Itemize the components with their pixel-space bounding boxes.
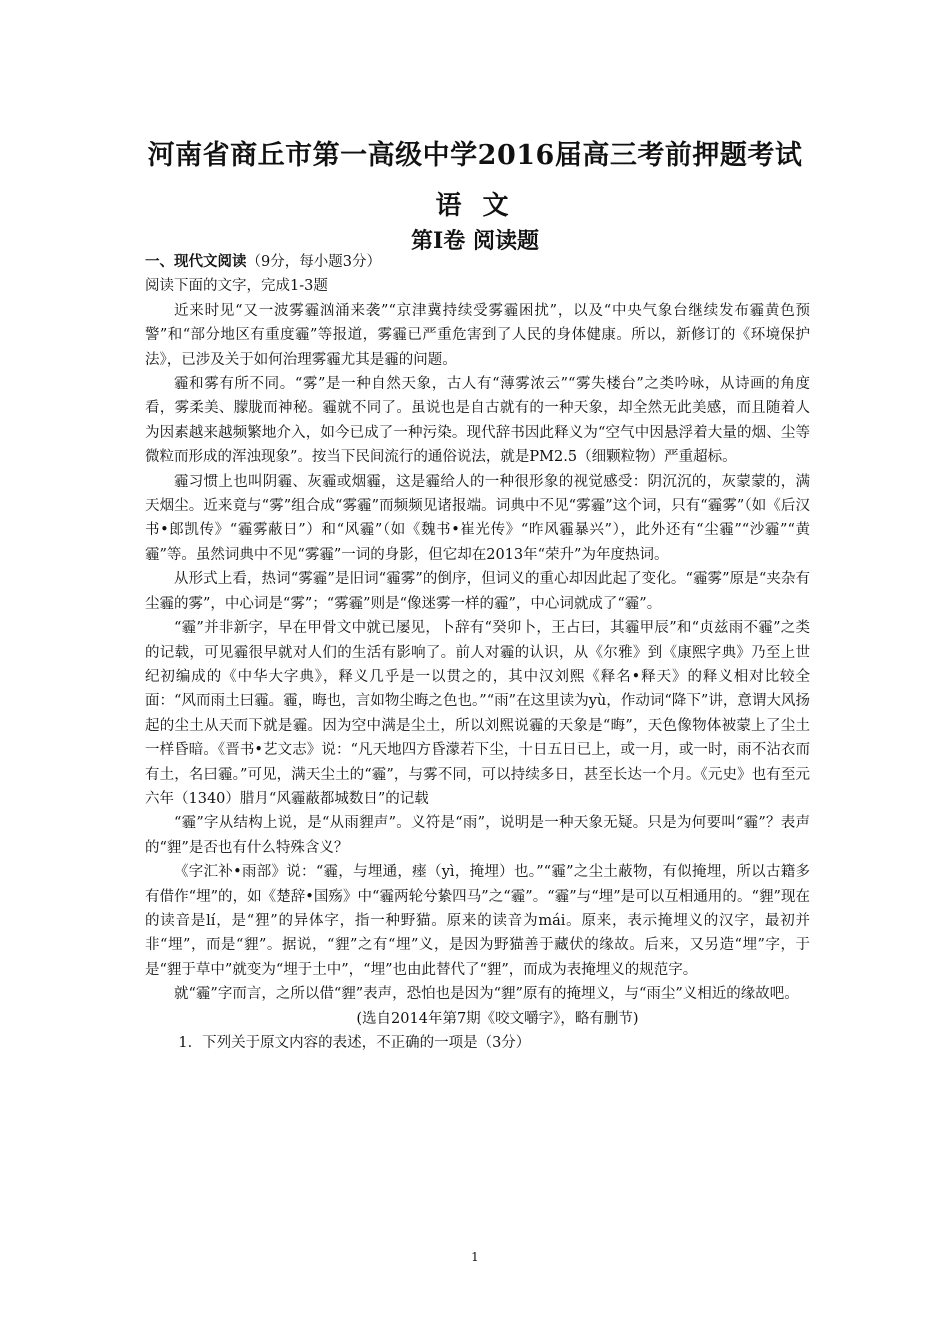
reading-instruction: 阅读下面的文字，完成1-3题 bbox=[145, 278, 328, 295]
paragraph: 霾和雾有所不同。“雾”是一种自然天象，古人有“薄雾浓云”“雾失楼台”之类吟咏，从诗画的角度看，雾柔美、朦胧而神秘。霾就不同了。虽说也是自古就有的一种天象，却全然无此美感，而且随着人为因素越来越频繁地介入，如今已成了一种污染。现代辞书因此释义为“空气中因悬浮着大量的烟、尘等微粒而形成的浑浊现象”。按当下民间流行的通俗说法，就是PM2.5（细颗粒物）严重超标。 bbox=[145, 376, 810, 466]
paragraph: 霾习惯上也叫阴霾、灰霾或烟霾，这是霾给人的一种很形象的视觉感受：阴沉沉的，灰蒙蒙的，满天烟尘。近来竟与“雾”组合成“雾霾”而频频见诸报端。词典中不见“雾霾”这个词，只有“霾雾”（如《后汉书•郎凯传》“霾雾蔽日”）和“风霾”（如《魏书•崔光传》“昨风霾暴兴”），此外还有“尘霾”“沙霾”“黄霾”等。虽然词典中不见“雾霾”一词的身影，但它却在2013年“荣升”为年度热词。 bbox=[145, 473, 810, 563]
paragraph: 就“霾”字而言，之所以借“貍”表声，恐怕也是因为“貍”原有的掩埋义，与“雨尘”义相近的缘故吧。 bbox=[174, 986, 799, 1003]
section-heading-note: （9分，每小题3分） bbox=[246, 254, 381, 270]
question-1: 1．下列关于原文内容的表述，不正确的一项是（3分） bbox=[178, 1035, 531, 1051]
volume-heading: 第Ⅰ卷 阅读题 bbox=[411, 228, 539, 254]
paragraph: 从形式上看，热词“雾霾”是旧词“霾雾”的倒序，但词义的重心却因此起了变化。“霾雾”原是“夹杂有尘霾的雾”，中心词是“雾”；“雾霾”则是“像迷雾一样的霾”，中心词就成了“霾”。 bbox=[145, 571, 810, 612]
subject-heading: 语 文 bbox=[435, 191, 515, 221]
source-citation: (选自2014年第7期《咬文嚼字》，略有删节) bbox=[356, 1010, 639, 1027]
section-heading bbox=[145, 250, 810, 274]
document-body bbox=[145, 250, 810, 1055]
section-heading-label: 一、现代文阅读 bbox=[145, 253, 247, 270]
paragraph: “霾”字从结构上说，是“从雨貍声”。义符是“雨”，说明是一种天象无疑。只是为何要叫“霾”？表声的“貍”是否也有什么特殊含义？ bbox=[145, 815, 810, 856]
paragraph: “霾”并非新字，早在甲骨文中就已屡见，卜辞有“癸卯卜，王占曰，其霾甲辰”和“贞兹雨不霾”之类的记载，可见霾很早就对人们的生活有影响了。前人对霾的认识，从《尔雅》到《康熙字典》乃至上世纪初编成的《中华大字典》，释义几乎是一以贯之的，其中汉刘熙《释名•释天》的释义相对比较全面：“风而雨土曰霾。霾，晦也，言如物尘晦之色也。”“雨”在这里读为yù，作动词“降下”讲，意谓大风扬起的尘土从天而下就是霾。因为空中满是尘土，所以刘熙说霾的天象是“晦”，天色像物体被蒙上了尘土一样昏暗。《晋书•艺文志》说：“凡天地四方昏濛若下尘，十日五日已上，或一月，或一时，雨不沾衣而有土，名曰霾。”可见，满天尘土的“霾”，与雾不同，可以持续多日，甚至长达一个月。《元史》也有至元六年（1340）腊月“风霾蔽都城数日”的记载 bbox=[145, 620, 810, 807]
exam-title: 河南省商丘市第一高级中学2016届高三考前押题考试 bbox=[147, 140, 803, 171]
page-number: 1 bbox=[471, 1250, 479, 1264]
paragraph: 近来时见“又一波雾霾汹涌来袭”“京津冀持续受雾霾困扰”，以及“中央气象台继续发布霾黄色预警”和“部分地区有重度霾”等报道，雾霾已严重危害到了人民的身体健康。所以，新修订的《环境保护法》，已涉及关于如何治理雾霾尤其是霾的问题。 bbox=[145, 302, 810, 368]
paragraph: 《字汇补•雨部》说：“霾，与埋通，瘗（yì，掩埋）也。”“霾”之尘土蔽物，有似掩埋，所以古籍多有借作“埋”的，如《楚辞•国殇》中“霾两轮兮絷四马”之“霾”。“霾”与“埋”是可以互相通用的。“貍”现在的读音是lí，是“狸”的异体字，指一种野猫。原来的读音为mái。原来，表示掩埋义的汉字，最初并非“埋”，而是“貍”。据说，“貍”之有“埋”义，是因为野猫善于藏伏的缘故。后来，又另造“埋”字，于是“貍于草中”就变为“埋于土中”，“埋”也由此替代了“貍”，而成为表掩埋义的规范字。 bbox=[145, 864, 810, 978]
